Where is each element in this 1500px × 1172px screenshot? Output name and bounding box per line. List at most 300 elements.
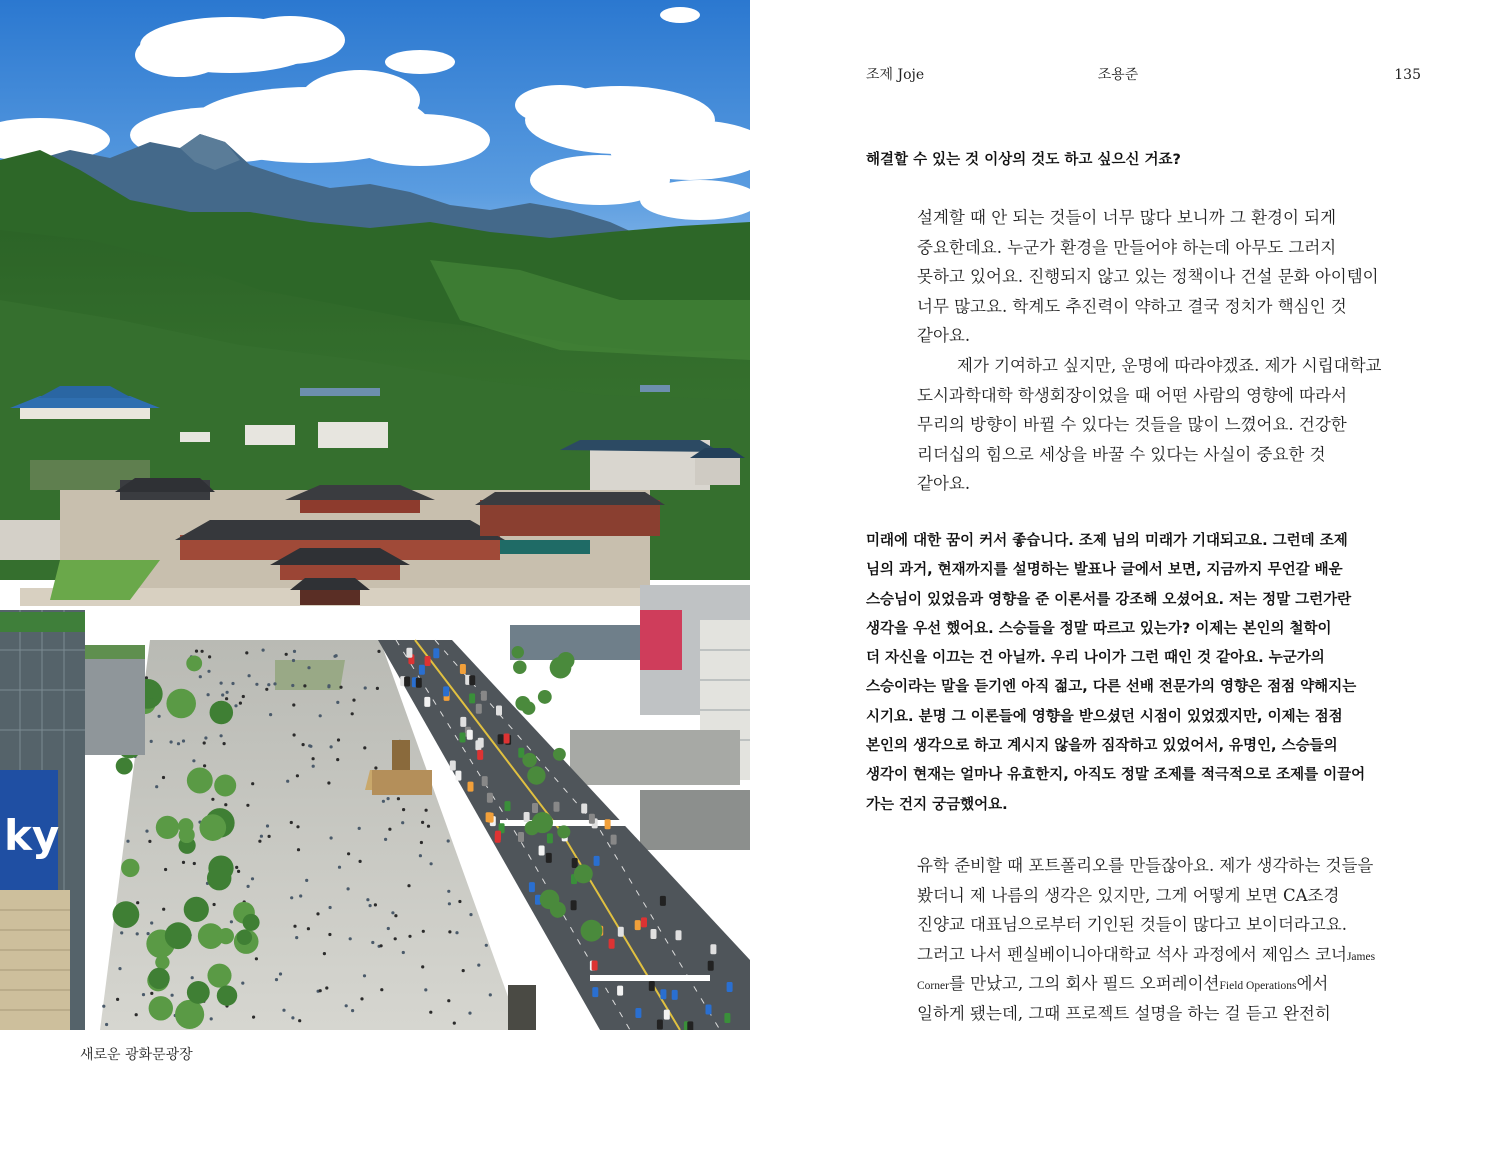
answer-1-line: 설계할 때 안 되는 것들이 너무 많다 보니까 그 환경이 되게: [917, 208, 1337, 227]
person-dot: [360, 997, 363, 1000]
tree: [187, 768, 213, 794]
person-dot: [429, 1011, 432, 1014]
person-dot: [319, 714, 322, 717]
person-dot: [126, 840, 129, 843]
car: [546, 853, 552, 863]
person-dot: [158, 715, 161, 718]
person-dot: [407, 884, 410, 887]
tree: [214, 774, 236, 796]
person-dot: [247, 885, 250, 888]
person-dot: [221, 693, 224, 696]
person-dot: [364, 686, 367, 689]
person-dot: [489, 993, 492, 996]
car: [424, 697, 430, 707]
person-dot: [327, 781, 330, 784]
person-dot: [462, 969, 465, 972]
tree: [199, 814, 226, 841]
tree: [550, 902, 566, 918]
car: [496, 706, 502, 716]
answer-2-text: 그러고 나서 펜실베이니아대학교 석사 과정에서 제임스 코너: [917, 944, 1347, 964]
running-header-title: 조제 Joje: [866, 67, 925, 83]
tree: [522, 753, 536, 767]
tree: [538, 690, 552, 704]
person-dot: [384, 838, 387, 841]
person-dot: [293, 650, 296, 653]
person-dot: [279, 972, 282, 975]
person-dot: [145, 830, 148, 833]
person-dot: [252, 1016, 255, 1019]
person-dot: [286, 780, 289, 783]
person-dot: [448, 902, 451, 905]
person-dot: [142, 993, 145, 996]
tree: [156, 816, 179, 839]
person-dot: [347, 887, 350, 890]
person-dot: [171, 994, 174, 997]
person-dot: [207, 693, 210, 696]
person-dot: [427, 825, 430, 828]
tree: [581, 920, 603, 942]
tree: [527, 766, 545, 784]
person-dot: [335, 654, 338, 657]
person-dot: [213, 903, 216, 906]
person-dot: [255, 957, 258, 960]
car: [487, 793, 493, 803]
person-dot: [330, 745, 333, 748]
tree: [186, 655, 202, 671]
person-dot: [387, 797, 390, 800]
person-dot: [347, 852, 350, 855]
answer-2-text: 유학 준비할 때 포트폴리오를 만들잖아요. 제가 생각하는 것들을: [917, 856, 1374, 875]
person-dot: [352, 699, 355, 702]
person-dot: [203, 741, 206, 744]
answer-2-line: [917, 851, 1375, 881]
person-dot: [312, 765, 315, 768]
person-dot: [339, 686, 342, 689]
person-dot: [312, 757, 315, 760]
car: [498, 734, 504, 744]
person-dot: [376, 687, 379, 690]
person-dot: [150, 992, 153, 995]
person-dot: [164, 868, 167, 871]
person-dot: [162, 908, 165, 911]
question-2-line: 스승이라는 말을 듣기엔 아직 젊고, 다른 선배 전문가의 영향은 점점 약해지는: [866, 679, 1357, 696]
car: [416, 678, 422, 688]
person-dot: [307, 927, 310, 930]
person-dot: [223, 742, 226, 745]
car: [455, 771, 461, 781]
person-dot: [285, 653, 288, 656]
person-dot: [291, 1016, 294, 1019]
person-dot: [150, 921, 153, 924]
person-dot: [235, 866, 238, 869]
page-number: 135: [1394, 67, 1421, 83]
person-dot: [105, 1023, 108, 1026]
car: [475, 740, 481, 750]
car: [547, 833, 553, 843]
person-dot: [282, 1009, 285, 1012]
person-dot: [102, 1005, 105, 1008]
tree: [237, 930, 252, 945]
person-dot: [162, 776, 165, 779]
answer-1-line: 못하고 있어요. 진행되지 않고 있는 정책이나 건설 문화 아이템이: [917, 267, 1379, 287]
person-dot: [192, 759, 195, 762]
car: [660, 896, 666, 906]
person-dot: [382, 800, 385, 803]
person-dot: [420, 841, 423, 844]
tree: [210, 701, 234, 725]
answer-2-original-term: Field Operations: [1219, 980, 1297, 993]
tree: [187, 981, 210, 1004]
answer-2-original-term: Corner: [917, 980, 949, 993]
person-dot: [302, 743, 305, 746]
car: [649, 981, 655, 991]
car: [467, 730, 473, 740]
answer-1-line: 너무 많고요. 학계도 추진력이 약하고 결국 정치가 핵심인 것: [917, 296, 1347, 316]
person-dot: [337, 738, 340, 741]
person-dot: [204, 736, 207, 739]
car: [425, 656, 431, 666]
person-dot: [336, 701, 339, 704]
question-2-line: 생각을 우선 했어요. 스승들을 정말 따르고 있는가? 이제는 본인의 철학이: [866, 620, 1332, 637]
question-1: 해결할 수 있는 것 이상의 것도 하고 싶으신 거죠?: [866, 152, 1181, 168]
tree: [218, 928, 234, 944]
tree: [574, 864, 593, 883]
question-2-line: 시기요. 분명 그 이론들에 영향을 받으셨던 시점이 있었겠지만, 이제는 점점: [866, 708, 1343, 725]
car: [450, 761, 456, 771]
person-dot: [351, 1009, 354, 1012]
car: [406, 648, 412, 658]
car: [468, 782, 474, 792]
person-dot: [258, 840, 261, 843]
car: [676, 930, 682, 940]
person-dot: [448, 930, 451, 933]
person-dot: [136, 901, 139, 904]
tree: [512, 646, 524, 658]
person-dot: [199, 675, 202, 678]
car: [469, 693, 475, 703]
car: [641, 917, 647, 927]
person-dot: [292, 703, 295, 706]
answer-1-line: 같아요.: [917, 474, 971, 494]
car: [524, 812, 530, 822]
person-dot: [237, 870, 240, 873]
car: [460, 733, 466, 743]
answer-2-line: [917, 910, 1375, 940]
question-2-line: 본인의 생각으로 하고 계시지 않을까 짐작하고 있었어서, 유명인, 스승들의: [866, 738, 1338, 755]
person-dot: [248, 674, 251, 677]
answer-2-line: [917, 999, 1375, 1029]
car: [505, 801, 511, 811]
person-dot: [275, 978, 278, 981]
person-dot: [303, 684, 306, 687]
person-dot: [260, 835, 263, 838]
tree: [550, 657, 572, 679]
car: [611, 835, 617, 845]
answer-1-line: 같아요.: [917, 326, 971, 346]
question-2-line: 스승님이 있었음과 영향을 준 이론서를 강조해 오셨어요. 저는 정말 그런가란: [866, 591, 1352, 608]
person-dot: [447, 890, 450, 893]
person-dot: [323, 952, 326, 955]
person-dot: [468, 1012, 471, 1015]
tree: [149, 996, 173, 1020]
person-dot: [447, 999, 450, 1002]
person-dot: [419, 854, 422, 857]
person-dot: [290, 896, 293, 899]
person-dot: [330, 836, 333, 839]
car: [618, 927, 624, 937]
person-dot: [170, 740, 173, 743]
person-dot: [338, 866, 341, 869]
person-dot: [369, 904, 372, 907]
person-dot: [182, 861, 185, 864]
tree: [515, 696, 530, 711]
person-dot: [296, 825, 299, 828]
person-dot: [268, 835, 271, 838]
answer-1-line: 도시과학대학 학생회장이었을 때 어떤 사람의 영향에 따라서: [917, 385, 1347, 405]
car: [664, 1010, 670, 1020]
person-dot: [191, 976, 194, 979]
person-dot: [242, 695, 245, 698]
person-dot: [387, 927, 390, 930]
person-dot: [421, 965, 424, 968]
car: [706, 1005, 712, 1015]
person-dot: [296, 774, 299, 777]
car: [404, 677, 410, 687]
answer-2-line: [917, 969, 1375, 999]
person-dot: [345, 1004, 348, 1007]
person-dot: [273, 682, 276, 685]
person-dot: [297, 848, 300, 851]
person-dot: [118, 967, 121, 970]
person-dot: [255, 683, 258, 686]
person-dot: [402, 808, 405, 811]
tree: [207, 964, 231, 988]
person-dot: [246, 804, 249, 807]
person-dot: [447, 839, 450, 842]
car: [651, 929, 657, 939]
person-dot: [266, 824, 269, 827]
car: [572, 858, 578, 868]
person-dot: [329, 906, 332, 909]
person-dot: [292, 659, 295, 662]
car: [660, 989, 666, 999]
person-dot: [251, 782, 254, 785]
car: [589, 814, 595, 824]
tree: [553, 748, 566, 761]
answer-2-text: 에서: [1296, 974, 1329, 994]
person-dot: [269, 713, 272, 716]
person-dot: [394, 937, 397, 940]
question-2: [866, 527, 1365, 820]
person-dot: [458, 900, 461, 903]
person-dot: [327, 685, 330, 688]
person-dot: [328, 933, 331, 936]
car: [571, 900, 577, 910]
person-dot: [293, 925, 296, 928]
person-dot: [374, 903, 377, 906]
car: [477, 750, 483, 760]
person-dot: [298, 1019, 301, 1022]
car: [476, 704, 482, 714]
car: [504, 734, 510, 744]
answer-2-line: [917, 940, 1375, 970]
tree: [113, 901, 140, 928]
person-dot: [220, 734, 223, 737]
person-dot: [307, 666, 310, 669]
answer-1-line: 무리의 방향이 바뀔 수 있다는 것들을 많이 느꼈어요. 건강한: [917, 415, 1347, 435]
person-dot: [377, 650, 380, 653]
person-dot: [135, 1013, 138, 1016]
answer-2-original-term: James: [1346, 950, 1376, 963]
person-dot: [363, 746, 366, 749]
answer-2-text: 봤더니 제 나름의 생각은 있지만, 그게 어떻게 보면 CA조경: [917, 885, 1340, 905]
person-dot: [299, 894, 302, 897]
answer-2-text: 일하게 됐는데, 그때 프로젝트 설명을 하는 걸 듣고 완전히: [917, 1003, 1331, 1023]
question-2-line: 생각이 현재는 얼마나 유효한지, 아직도 정말 조제를 적극적으로 조제를 이끌어: [866, 767, 1366, 784]
car: [617, 986, 623, 996]
person-dot: [425, 809, 428, 812]
tree: [121, 859, 139, 877]
tree: [175, 1000, 204, 1029]
person-dot: [380, 988, 383, 991]
person-dot: [336, 758, 339, 761]
person-dot: [226, 691, 229, 694]
car: [635, 1008, 641, 1018]
person-dot: [195, 650, 198, 653]
question-2-line: 님의 과거, 현재까지를 설명하는 발표나 글에서 보면, 지금까지 무언갈 배운: [866, 562, 1343, 579]
car: [486, 812, 492, 822]
question-2-line: 미래에 대한 꿈이 커서 좋습니다. 조제 님의 미래가 기대되고요. 그런데 조제: [866, 533, 1348, 549]
answer-2: [917, 851, 1375, 1029]
car: [609, 939, 615, 949]
answer-1-line: 리더십의 힘으로 세상을 바꿀 수 있다는 사실이 중요한 것: [917, 444, 1326, 464]
person-dot: [150, 740, 153, 743]
person-dot: [401, 821, 404, 824]
question-2-line: 더 자신을 이끄는 건 아닐까. 우리 나이가 그런 때인 것 같아요. 누군가의: [866, 650, 1325, 667]
answer-2-text: 를 만났고, 그의 회사 필드 오퍼레이션: [948, 974, 1220, 994]
tree: [184, 897, 209, 922]
person-dot: [485, 944, 488, 947]
car: [460, 664, 466, 674]
person-dot: [374, 766, 377, 769]
person-dot: [208, 655, 211, 658]
person-dot: [349, 937, 352, 940]
person-dot: [136, 932, 139, 935]
tree: [148, 968, 169, 989]
person-dot: [245, 651, 248, 654]
person-dot: [455, 931, 458, 934]
person-dot: [295, 936, 298, 939]
car: [554, 802, 560, 812]
answer-1-line: 중요한데요. 누군가 환경을 만들어야 하는데 아무도 그러지: [917, 237, 1337, 257]
tree: [513, 660, 526, 673]
person-dot: [351, 712, 354, 715]
person-dot: [402, 951, 405, 954]
person-dot: [120, 931, 123, 934]
tree: [532, 812, 553, 833]
tree: [557, 825, 570, 838]
car: [710, 944, 716, 954]
person-dot: [239, 702, 242, 705]
person-dot: [225, 697, 228, 700]
person-dot: [234, 704, 237, 707]
person-dot: [230, 920, 233, 923]
person-dot: [241, 982, 244, 985]
person-dot: [147, 932, 150, 935]
answer-2-line: [917, 881, 1375, 911]
person-dot: [148, 840, 151, 843]
person-dot: [265, 688, 268, 691]
tree: [155, 955, 169, 969]
person-dot: [224, 803, 227, 806]
person-dot: [397, 797, 400, 800]
tree: [243, 914, 260, 931]
question-2-line: 가는 건지 궁금했어요.: [866, 796, 1008, 813]
car: [727, 982, 733, 992]
person-dot: [325, 986, 328, 989]
person-dot: [319, 989, 322, 992]
person-dot: [359, 860, 362, 863]
photo-illustration: [0, 0, 750, 1030]
answer-1: [917, 203, 1382, 499]
person-dot: [380, 944, 383, 947]
car: [581, 804, 587, 814]
car: [605, 819, 611, 829]
person-dot: [316, 912, 319, 915]
car: [529, 882, 535, 892]
person-dot: [309, 745, 312, 748]
person-dot: [155, 785, 158, 788]
tree: [144, 684, 159, 699]
answer-1-line: 제가 기여하고 싶지만, 운명에 따라야겠죠. 제가 시립대학교: [957, 355, 1382, 375]
car: [592, 987, 598, 997]
person-dot: [267, 683, 270, 686]
car: [481, 691, 487, 701]
car: [635, 920, 641, 930]
car: [495, 831, 501, 841]
person-dot: [371, 941, 374, 944]
photo-gyeongbokgung-palace: [20, 478, 665, 606]
person-dot: [477, 964, 480, 967]
car: [724, 1013, 730, 1023]
person-dot: [177, 742, 180, 745]
person-dot: [116, 998, 119, 1001]
answer-2-text: 진양교 대표님으로부터 기인된 것들이 많다고 보이더라고요.: [917, 915, 1347, 935]
person-dot: [203, 764, 206, 767]
photo-gwanghwamun-plaza: [0, 0, 750, 1030]
person-dot: [201, 650, 204, 653]
car: [672, 990, 678, 1000]
car: [708, 961, 714, 971]
person-dot: [251, 877, 254, 880]
tree: [166, 689, 196, 719]
tree: [207, 866, 231, 890]
car: [592, 961, 598, 971]
person-dot: [193, 862, 196, 865]
car: [518, 748, 524, 758]
car: [419, 665, 425, 675]
person-dot: [366, 898, 369, 901]
car: [687, 1021, 693, 1030]
person-dot: [453, 1022, 456, 1025]
person-dot: [220, 682, 223, 685]
person-dot: [363, 974, 366, 977]
car: [539, 846, 545, 856]
car: [482, 776, 488, 786]
photo-sign-text: ky: [4, 811, 60, 860]
tree: [116, 758, 133, 775]
car: [518, 832, 524, 842]
